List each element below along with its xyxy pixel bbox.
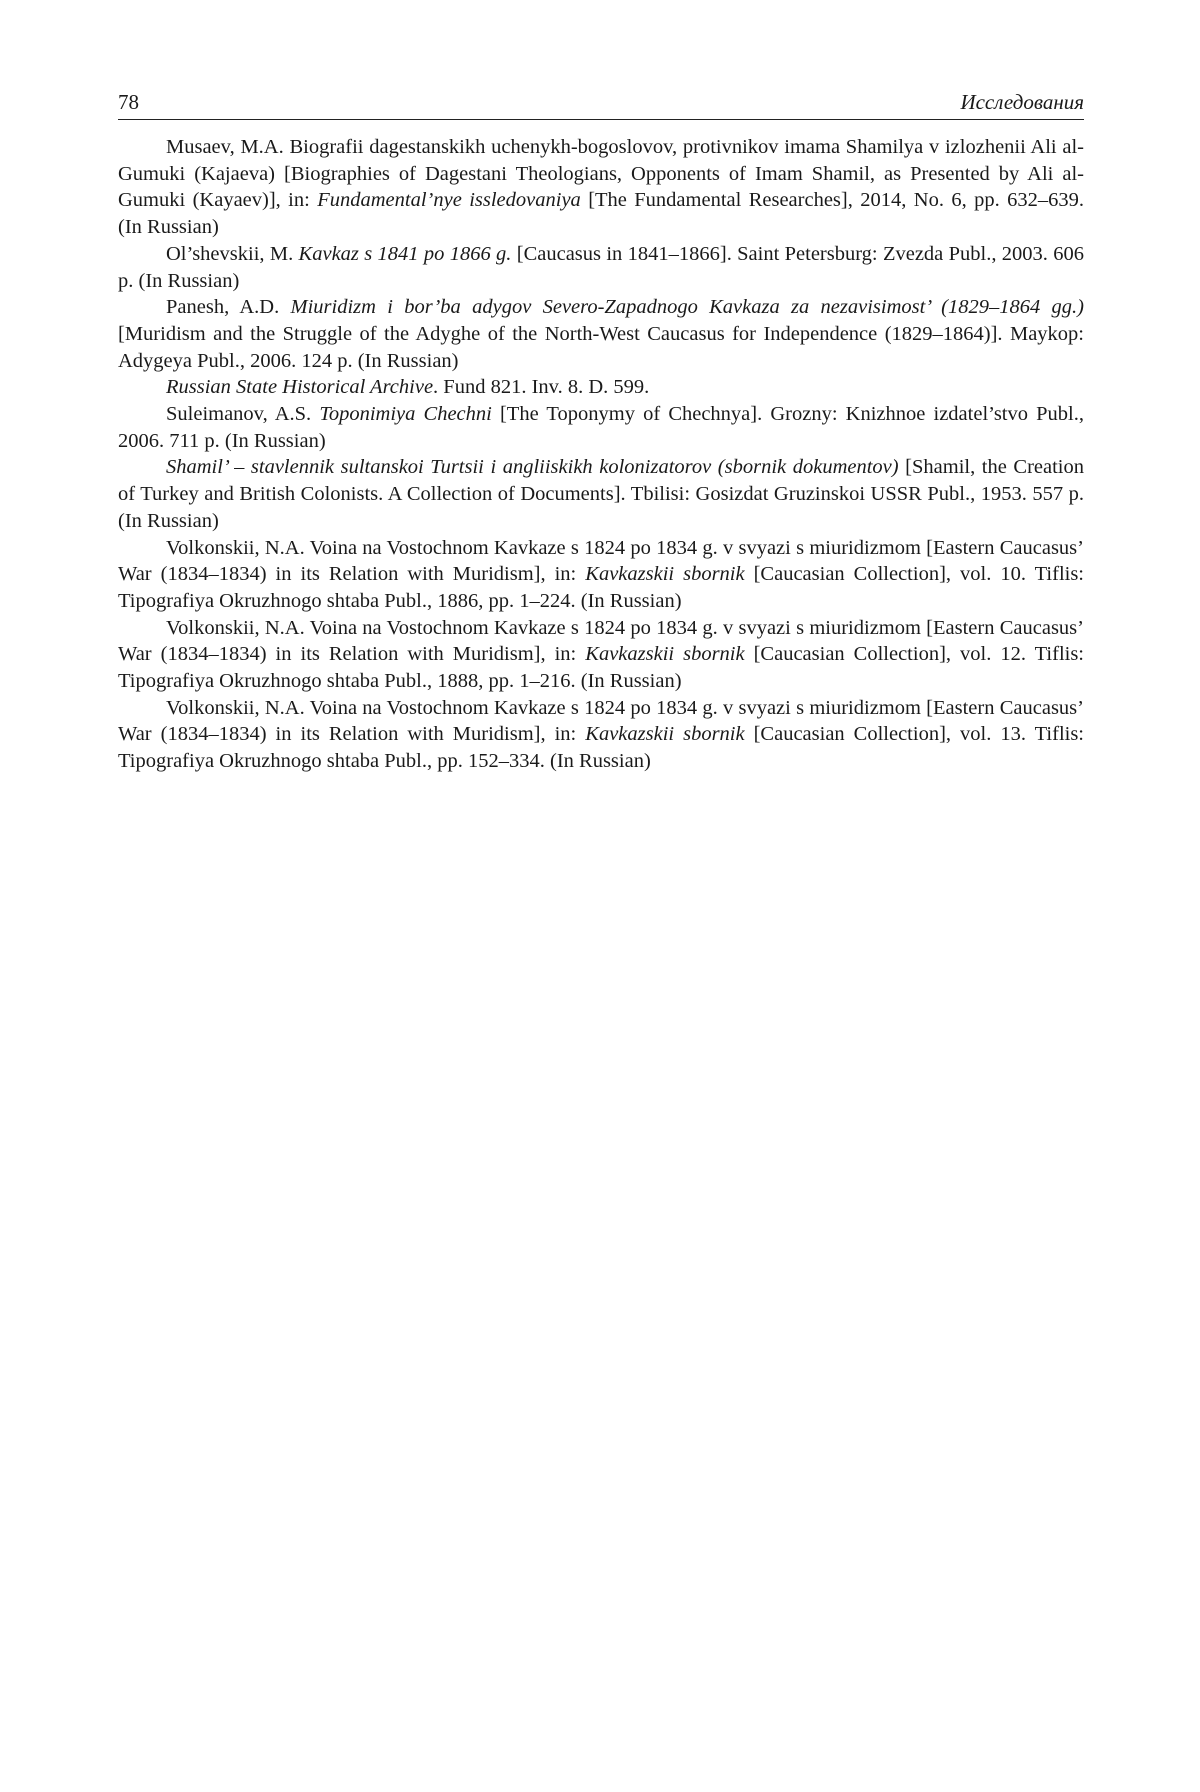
- reference-text: [The Toponymy of Chechnya]. Grozny: Knizhnoe izdatel’stvo Publ., 2006. 711 p. (In Russian): [118, 403, 1084, 452]
- reference-entry: [118, 695, 1084, 775]
- reference-text: [The Fundamental Researches], 2014, No. 6, pp. 632–639. (In Russian): [118, 189, 1084, 239]
- reference-text: Volkonskii, N.A. Voina na Vostochnom Kavkaze s 1824 po 1834 g. v svyazi s miuridizmom [Eastern Caucasus’ War (1834–1834) in its Relation with Muridism], in:: [118, 536, 1084, 586]
- reference-text: Volkonskii, N.A. Voina na Vostochnom Kavkaze s 1824 po 1834 g. v svyazi s miuridizmom [Eastern Caucasus’ War (1834–1834) in its Relation with Muridism], in:: [118, 696, 1084, 746]
- page-number: 78: [118, 90, 139, 114]
- reference-entry: [118, 134, 1084, 241]
- reference-title-italic: Kavkazskii sbornik: [585, 643, 745, 666]
- reference-text: . Fund 821. Inv. 8. D. 599.: [433, 376, 650, 399]
- reference-title-italic: Toponimiya Chechni: [319, 403, 492, 426]
- reference-text: Volkonskii, N.A. Voina na Vostochnom Kavkaze s 1824 po 1834 g. v svyazi s miuridizmom [Eastern Caucasus’ War (1834–1834) in its Relation with Muridism], in:: [118, 616, 1084, 666]
- reference-text: [Muridism and the Struggle of the Adyghe of the North-West Caucasus for Independence (1829–1864)]. Maykop: Adygeya Publ., 2006. 124 p. (In Russian): [118, 322, 1084, 372]
- reference-text: [Caucasian Collection], vol. 12. Tiflis: Tipografiya Okruzhnogo shtaba Publ., 1888, pp. 1–216. (In Russian): [118, 643, 1085, 693]
- reference-text: Ol’shevskii, M.: [166, 242, 299, 265]
- reference-title-italic: Miuridizm i bor’ba adygov Severo-Zapadnogo Kavkaza za nezavisimost’ (1829–1864 gg.): [290, 296, 1084, 319]
- reference-title-italic: Russian State Historical Archive: [166, 376, 434, 399]
- reference-title-italic: Kavkaz s 1841 po 1866 g.: [298, 242, 512, 265]
- reference-text: [Caucasian Collection], vol. 10. Tiflis: Tipografiya Okruzhnogo shtaba Publ., 1886, pp. 1–224. (In Russian): [118, 563, 1085, 612]
- running-header: [118, 88, 1084, 120]
- journal-page: [118, 88, 1084, 775]
- reference-entry: [118, 294, 1084, 374]
- reference-entry: [118, 615, 1084, 695]
- reference-entry: [118, 454, 1084, 534]
- reference-text: Musaev, M.A. Biografii dagestanskikh uchenykh-bogoslovov, protivnikov imama Shamilya v izlozhenii Ali al-Gumuki (Kajaeva) [Biographies of Dagestani Theologians, Opponents of Imam Shamil, as Presented by Ali al-Gumuki (Kayaev)], in:: [118, 136, 1084, 212]
- reference-title-italic: Kavkazskii sbornik: [585, 723, 745, 746]
- reference-text: [Caucasus in 1841–1866]. Saint Petersburg: Zvezda Publ., 2003. 606 p. (In Russian): [118, 242, 1085, 292]
- reference-entry: [118, 401, 1084, 454]
- reference-entry: [118, 374, 1084, 401]
- reference-text: Panesh, A.D.: [166, 296, 291, 319]
- reference-text: [Shamil, the Creation of Turkey and British Colonists. A Collection of Documents]. Tbilisi: Gosizdat Gruzinskoi USSR Publ., 1953. 557 p. (In Russian): [118, 456, 1084, 532]
- reference-title-italic: Kavkazskii sbornik: [585, 563, 745, 586]
- section-title: Исследования: [960, 90, 1084, 114]
- reference-title-italic: Fundamental’nye issledovaniya: [317, 189, 581, 212]
- reference-entry: [118, 241, 1084, 294]
- reference-text: [Caucasian Collection], vol. 13. Tiflis: Tipografiya Okruzhnogo shtaba Publ., pp. 152–334. (In Russian): [118, 723, 1085, 773]
- reference-list: [118, 134, 1084, 775]
- reference-text: Suleimanov, A.S.: [166, 403, 320, 426]
- reference-entry: [118, 535, 1084, 615]
- reference-title-italic: Shamil’ – stavlennik sultanskoi Turtsii i angliiskikh kolonizatorov (sbornik dokumentov): [166, 456, 899, 479]
